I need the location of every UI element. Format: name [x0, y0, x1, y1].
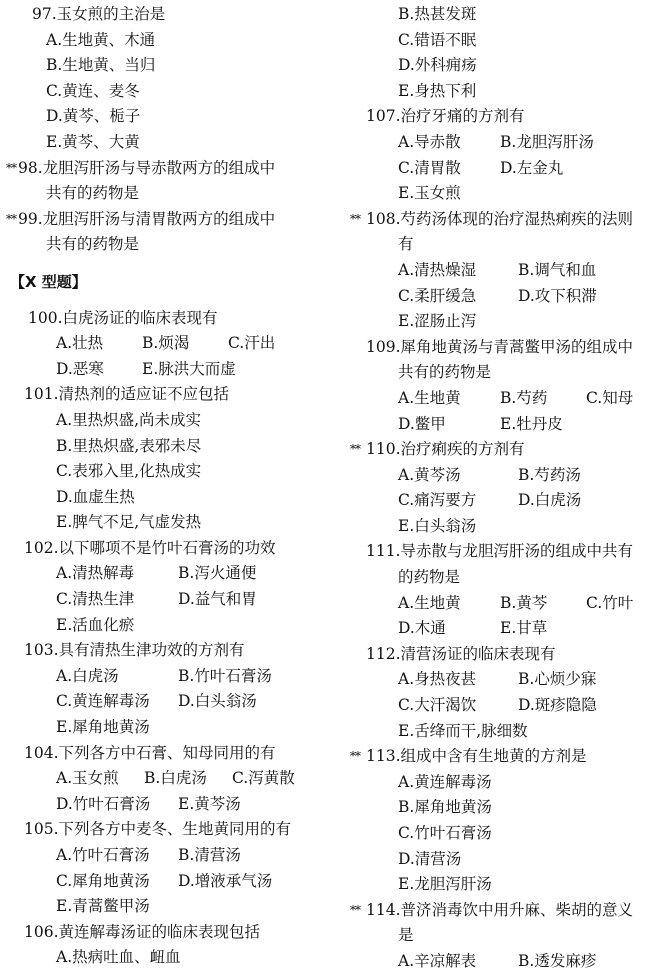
key-mark: ** [6, 211, 16, 226]
question-stem-cont: 共有的药物是 [46, 235, 140, 254]
question-stem: 111.导赤散与龙胆泻肝汤的组成中共有 [366, 542, 634, 561]
option-e: E.活血化瘀 [56, 615, 135, 634]
option-c: C.黄连解毒汤 [56, 692, 150, 711]
option-c: C.柔肝缓急 [398, 286, 477, 305]
question-106-continued [344, 2, 664, 104]
option-row [344, 258, 664, 284]
key-mark: ** [350, 749, 360, 764]
option-d: D.益气和胃 [178, 590, 257, 609]
option-d: D.恶寒 [56, 359, 104, 378]
option-a: A.黄芩汤 [398, 465, 461, 484]
question-stem: 97.玉女煎的主治是 [32, 5, 166, 23]
option-e: E.青蒿鳖甲汤 [56, 897, 150, 916]
option-b: B.里热炽盛,表邪未尽 [56, 436, 202, 455]
question-stem: 110.治疗痢疾的方剂有 [366, 440, 525, 459]
question-stem: 109.犀角地黄汤与青蒿鳖甲汤的组成中 [366, 337, 634, 356]
option-d: D.外科痈疡 [398, 56, 477, 75]
question-114 [344, 898, 664, 975]
option-row [6, 843, 324, 869]
section-heading: 【X 型题】 [10, 272, 87, 291]
option-row [344, 156, 664, 182]
option-d: D.白头翁汤 [178, 692, 257, 711]
option-row [344, 616, 664, 642]
question-stem: 113.组成中含有生地黄的方剂是 [366, 747, 587, 766]
option-b: B.心烦少寐 [518, 670, 597, 689]
question-111 [344, 539, 664, 641]
option-e: E.白头翁汤 [398, 516, 477, 535]
option-e: E.玉女煎 [398, 184, 461, 203]
question-stem: 107.治疗牙痛的方剂有 [366, 107, 525, 126]
question-108 [344, 207, 664, 335]
option-a: A.清热燥湿 [398, 260, 477, 279]
option-row [6, 689, 324, 715]
option-d: D.木通 [398, 619, 446, 638]
question-97 [6, 2, 324, 156]
option-e: E.甘草 [500, 619, 548, 638]
question-100 [6, 306, 324, 383]
option-b: B.调气和血 [518, 260, 597, 279]
option-a: A.清热解毒 [56, 564, 135, 583]
option-b: B.芍药汤 [518, 465, 581, 484]
option-e: E.身热下利 [398, 81, 477, 100]
option-e: E.黄芩、大黄 [46, 132, 140, 151]
option-row [344, 591, 664, 617]
key-mark: ** [6, 160, 16, 175]
question-stem: 104.下列各方中石膏、知母同用的有 [24, 743, 276, 762]
key-mark: ** [350, 211, 360, 226]
option-row [344, 412, 664, 438]
option-a: A.生地黄、木通 [46, 30, 156, 49]
option-row [6, 561, 324, 587]
option-c: C.竹叶石膏汤 [398, 824, 492, 842]
option-a: A.热病吐血、衄血 [56, 948, 181, 967]
option-row [6, 792, 324, 818]
option-c: C.清胃散 [398, 158, 461, 177]
option-b: B.犀角地黄汤 [398, 798, 492, 817]
option-c: C.大汗渴饮 [398, 696, 477, 715]
option-row [344, 386, 664, 412]
question-99 [6, 207, 324, 258]
question-stem: 102.以下哪项不是竹叶石膏汤的功效 [24, 538, 276, 557]
option-d: D.鳖甲 [398, 414, 446, 433]
option-d: D.清营汤 [398, 849, 462, 868]
option-c: C.黄连、麦冬 [46, 81, 140, 100]
option-c: C.清热生津 [56, 590, 135, 609]
option-c: C.竹叶 [586, 593, 634, 612]
option-b: B.透发麻疹 [518, 951, 597, 970]
option-e: E.脾气不足,气虚发热 [56, 513, 202, 532]
question-stem: 108.芍药汤体现的治疗湿热痢疾的法则 [366, 209, 634, 228]
option-a: A.白虎汤 [56, 666, 119, 685]
option-a: A.壮热 [56, 334, 104, 353]
option-e: E.龙胆泻肝汤 [398, 875, 492, 894]
option-row [344, 667, 664, 693]
question-stem-cont: 有 [398, 235, 414, 254]
option-a: A.身热夜甚 [398, 670, 477, 689]
option-row [344, 463, 664, 489]
option-d: D.竹叶石膏汤 [56, 794, 151, 813]
option-a: A.导赤散 [398, 132, 461, 151]
option-e: E.涩肠止泻 [398, 312, 477, 331]
option-d: D.左金丸 [500, 158, 564, 177]
question-stem: 114.普济消毒饮中用升麻、柴胡的意义 [366, 900, 634, 919]
option-b: B.泻火通便 [178, 564, 257, 583]
question-102 [6, 536, 324, 638]
left-column [6, 2, 324, 971]
question-112 [344, 642, 664, 744]
question-stem: 100.白虎汤证的临床表现有 [28, 308, 218, 327]
question-stem: 103.具有清热生津功效的方剂有 [24, 641, 245, 660]
option-a: A.黄连解毒汤 [398, 772, 492, 791]
question-stem: 106.黄连解毒汤证的临床表现包括 [24, 922, 261, 941]
option-a: A.竹叶石膏汤 [56, 846, 150, 864]
option-d: D.血虚生热 [56, 487, 135, 506]
question-stem-cont: 的药物是 [398, 568, 461, 587]
question-stem-cont: 共有的药物是 [398, 363, 492, 382]
option-d: D.攻下积滞 [518, 286, 597, 305]
question-109 [344, 335, 664, 437]
option-d: D.斑疹隐隐 [518, 696, 597, 715]
option-row [6, 331, 324, 357]
option-d: D.白虎汤 [518, 491, 582, 510]
option-a: A.玉女煎 [56, 769, 119, 788]
option-c: C.犀角地黄汤 [56, 871, 150, 890]
option-c: C.泻黄散 [232, 769, 295, 788]
option-e: E.脉洪大而虚 [142, 359, 236, 378]
option-c: C.痛泻要方 [398, 491, 477, 510]
option-d: D.黄芩、栀子 [46, 107, 141, 126]
option-row [6, 766, 324, 792]
option-e: E.牡丹皮 [500, 414, 563, 433]
option-b: B.生地黄、当归 [46, 56, 156, 75]
option-row [6, 869, 324, 895]
option-row [6, 357, 324, 383]
option-b: B.龙胆泻肝汤 [500, 132, 594, 151]
option-e: E.犀角地黄汤 [56, 718, 150, 737]
question-stem: 112.清营汤证的临床表现有 [366, 644, 556, 663]
option-a: A.生地黄 [398, 388, 461, 407]
question-105 [6, 817, 324, 919]
option-a: A.里热炽盛,尚未成实 [56, 410, 202, 429]
option-c: C.知母 [586, 388, 634, 407]
option-row [344, 693, 664, 719]
question-110 [344, 437, 664, 539]
question-103 [6, 638, 324, 740]
option-d: D.增液承气汤 [178, 871, 273, 890]
question-107 [344, 104, 664, 206]
option-row [344, 949, 664, 975]
option-row [344, 284, 664, 310]
question-104 [6, 741, 324, 818]
option-c: C.汗出 [228, 334, 276, 353]
question-stem: 99.龙胆泻肝汤与清胃散两方的组成中 [18, 209, 276, 228]
question-106 [6, 920, 324, 971]
option-row [6, 664, 324, 690]
question-101 [6, 382, 324, 536]
question-98 [6, 156, 324, 207]
option-b: B.清营汤 [178, 846, 241, 864]
question-stem-cont: 是 [398, 926, 414, 945]
option-b: B.黄芩 [500, 593, 548, 612]
question-stem-cont: 共有的药物是 [46, 184, 140, 203]
option-c: C.表邪入里,化热成实 [56, 462, 202, 481]
option-row [344, 130, 664, 156]
option-e: E.舌绛而干,脉细数 [398, 721, 528, 740]
key-mark: ** [350, 442, 360, 457]
option-row [6, 587, 324, 613]
option-b: B.竹叶石膏汤 [178, 666, 272, 685]
option-a: A.生地黄 [398, 593, 461, 612]
option-b: B.白虎汤 [144, 769, 207, 788]
option-c: C.错语不眠 [398, 30, 477, 49]
question-113 [344, 744, 664, 898]
option-b: B.芍药 [500, 388, 548, 407]
option-row [344, 488, 664, 514]
question-stem: 101.清热剂的适应证不应包括 [24, 385, 230, 404]
option-a: A.辛凉解表 [398, 951, 477, 970]
option-e: E.黄芩汤 [178, 794, 241, 813]
option-b: B.烦渴 [142, 334, 190, 353]
right-column [344, 2, 664, 975]
key-mark: ** [350, 902, 360, 917]
option-b: B.热甚发斑 [398, 5, 477, 23]
question-stem: 98.龙胆泻肝汤与导赤散两方的组成中 [18, 158, 276, 177]
question-stem: 105.下列各方中麦冬、生地黄同用的有 [24, 820, 292, 839]
